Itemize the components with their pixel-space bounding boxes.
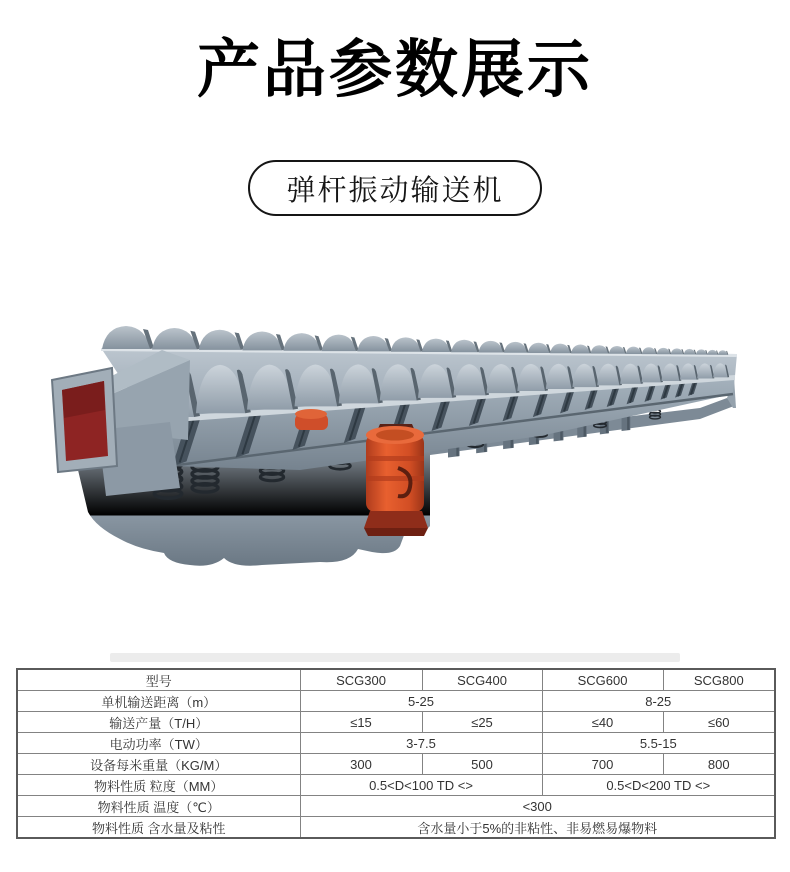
spec-label: 单机输送距离（m） [17,691,300,712]
spec-value: 300 [300,754,422,775]
table-row-temperature [17,796,775,817]
photo-shadow-bar [110,653,680,662]
spec-table [16,668,776,839]
spec-label: 物料性质 含水量及粘性 [17,817,300,839]
spec-label: 物料性质 温度（℃） [17,796,300,817]
spec-value: ≤60 [663,712,775,733]
table-row-granularity [17,775,775,796]
table-row-power [17,733,775,754]
spec-value: ≤15 [300,712,422,733]
page-title: 产品参数展示 [197,35,593,105]
product-name-badge [248,160,542,216]
table-row-moisture [17,817,775,839]
spec-value: 800 [663,754,775,775]
product-photo [0,318,790,618]
spec-value: ≤25 [422,712,542,733]
spec-value: 500 [422,754,542,775]
table-row-weight [17,754,775,775]
spec-label: 设备每米重量（KG/M） [17,754,300,775]
machine-inlet-chute [52,350,190,496]
table-row-model [17,669,775,691]
model-cell: SCG400 [422,669,542,691]
spec-label: 电动功率（TW） [17,733,300,754]
spec-value: 0.5<D<100 TD <> [300,775,542,796]
model-cell: SCG800 [663,669,775,691]
table-row-capacity [17,712,775,733]
table-row-distance [17,691,775,712]
spec-value: 0.5<D<200 TD <> [542,775,775,796]
spec-label: 物料性质 粒度（MM） [17,775,300,796]
spec-value: 700 [542,754,663,775]
spec-value: 5.5-15 [542,733,775,754]
model-cell: SCG600 [542,669,663,691]
spec-value: 5-25 [300,691,542,712]
spec-value: 8-25 [542,691,775,712]
spec-value: <300 [300,796,775,817]
model-cell: SCG300 [300,669,422,691]
spec-value: 含水量小于5%的非粘性、非易燃易爆物料 [300,817,775,839]
product-name-label: 弹杆振动输送机 [286,174,504,207]
spec-label: 输送产量（T/H） [17,712,300,733]
machine-drawing [0,318,790,618]
spec-label: 型号 [17,669,300,691]
spec-value: ≤40 [542,712,663,733]
spec-value: 3-7.5 [300,733,542,754]
